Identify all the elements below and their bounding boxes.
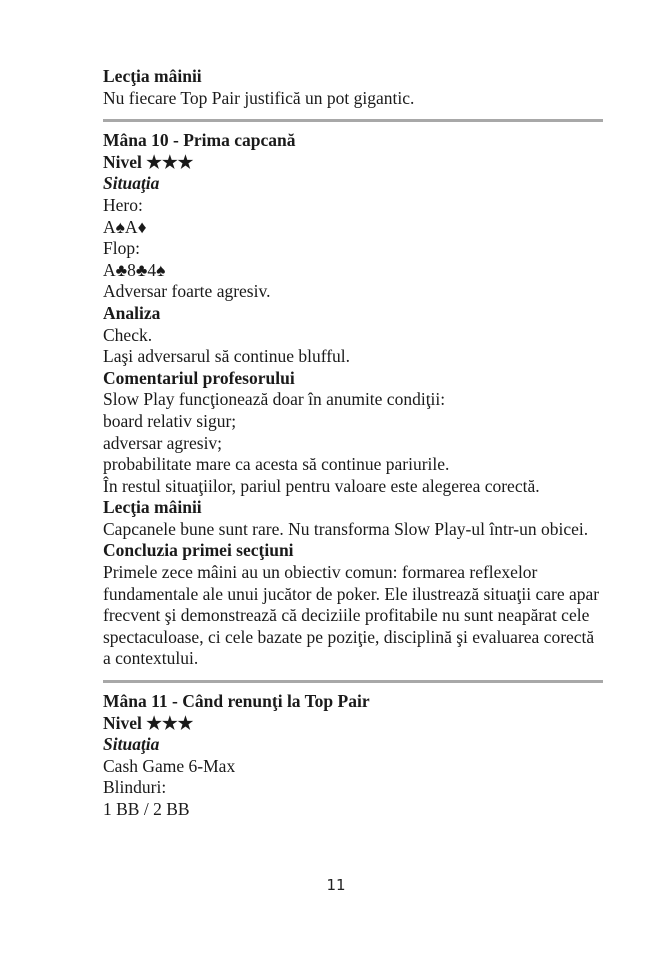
- game-type: Cash Game 6-Max: [103, 755, 236, 776]
- hand-11-title: Mâna 11 - Când renunţi la Top Pair: [103, 691, 370, 712]
- analysis-label: Analiza: [103, 302, 161, 323]
- page-number: 11: [326, 876, 346, 894]
- comment-line-3: adversar agresiv;: [103, 432, 223, 453]
- comment-line-2: board relativ sigur;: [103, 410, 237, 431]
- blinds-label: Blinduri:: [103, 777, 167, 798]
- section-divider: [103, 680, 603, 683]
- comment-line-1: Slow Play funcţionează doar în anumite condiţii:: [103, 389, 446, 410]
- conclusion-label: Concluzia primei secţiuni: [103, 540, 294, 561]
- analysis-line-1: Check.: [103, 324, 153, 345]
- opponent-description: Adversar foarte agresiv.: [103, 281, 271, 302]
- document-page: [103, 66, 603, 821]
- lesson-text: Nu fiecare Top Pair justifică un pot gigantic.: [103, 87, 415, 108]
- flop-cards: A♣8♣4♠: [103, 259, 166, 280]
- hand-lesson-text: Capcanele bune sunt rare. Nu transforma Slow Play-ul într-un obicei.: [103, 518, 589, 539]
- analysis-line-2: Laşi adversarul să continue blufful.: [103, 346, 351, 367]
- hero-label: Hero:: [103, 194, 143, 215]
- hand-10-level: Nivel ★★★: [103, 151, 194, 172]
- hand-10-situation-label: Situaţia: [103, 173, 160, 194]
- blinds-value: 1 BB / 2 BB: [103, 799, 190, 819]
- flop-label: Flop:: [103, 238, 140, 259]
- hand-10-title: Mâna 10 - Prima capcană: [103, 130, 296, 151]
- comment-line-5: În restul situaţiilor, pariul pentru valoare este alegerea corectă.: [103, 475, 540, 496]
- hand-lesson-label: Lecţia mâinii: [103, 497, 202, 518]
- hand-11-situation-label: Situaţia: [103, 734, 160, 755]
- conclusion-text: Primele zece mâini au un obiectiv comun: formarea reflexelor fundamentale ale unui jucător de poker. Ele ilustrează situaţii care apar frecvent şi demonstrează că deciziile profitabile nu sunt neapărat cele spectaculoase, ci cele bazate pe poziţie, disciplină şi evaluarea corectă a contextului.: [103, 562, 600, 669]
- hand-11-level: Nivel ★★★: [103, 712, 194, 733]
- comment-line-4: probabilitate mare ca acesta să continue pariurile.: [103, 454, 450, 475]
- section-divider: [103, 119, 603, 122]
- comment-label: Comentariul profesorului: [103, 367, 295, 388]
- hero-cards: A♠A♦: [103, 216, 147, 237]
- lesson-heading: Lecţia mâinii: [103, 66, 202, 86]
